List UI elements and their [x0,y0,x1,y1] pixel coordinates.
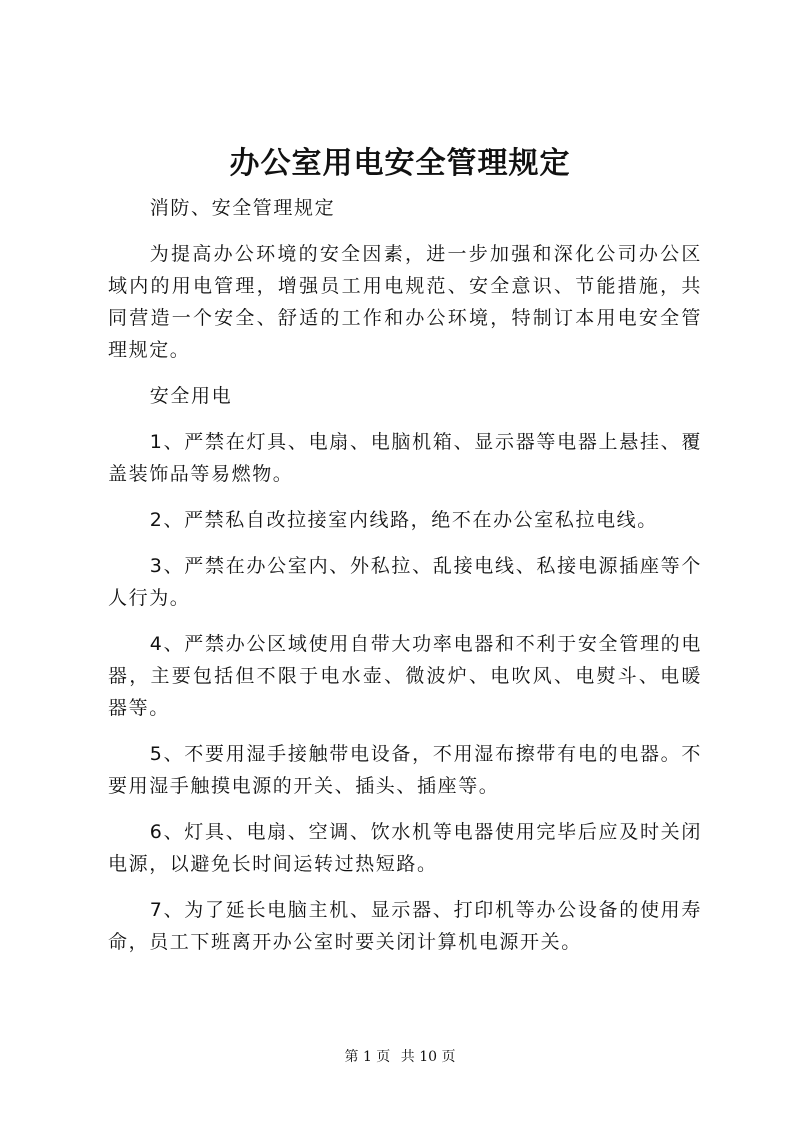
paragraph-rule-5: 5、不要用湿手接触带电设备，不用湿布擦带有电的电器。不要用湿手触摸电源的开关、插头、插座等。 [108,743,702,797]
paragraph-rule-6: 6、灯具、电扇、空调、饮水机等电器使用完毕后应及时关闭电源，以避免长时间运转过热短路。 [108,821,702,875]
page-number: 第 1 页 [344,1049,391,1065]
paragraph-subtitle: 消防、安全管理规定 [149,197,336,219]
paragraph-rule-1: 1、严禁在灯具、电扇、电脑机箱、显示器等电器上悬挂、覆盖装饰品等易燃物。 [108,431,702,485]
page-total: 共 10 页 [400,1049,456,1065]
document-body [108,192,702,972]
paragraph-rule-2: 2、严禁私自改拉接室内线路，绝不在办公室私拉电线。 [149,509,658,531]
paragraph-rule-3: 3、严禁在办公室内、外私拉、乱接电线、私接电源插座等个人行为。 [108,555,702,609]
page-footer [0,1047,800,1067]
paragraph-intro: 为提高办公环境的安全因素，进一步加强和深化公司办公区域内的用电管理，增强员工用电规范、安全意识、节能措施，共同营造一个安全、舒适的工作和办公环境，特制订本用电安全管理规定。 [108,243,702,361]
document-title: 办公室用电安全管理规定 [229,146,571,181]
paragraph-rule-4: 4、严禁办公区域使用自带大功率电器和不利于安全管理的电器，主要包括但不限于电水壶、微波炉、电吹风、电熨斗、电暖器等。 [108,633,702,719]
paragraph-rule-7: 7、为了延长电脑主机、显示器、打印机等办公设备的使用寿命，员工下班离开办公室时要关闭计算机电源开关。 [108,899,702,953]
paragraph-section-heading: 安全用电 [149,385,233,407]
